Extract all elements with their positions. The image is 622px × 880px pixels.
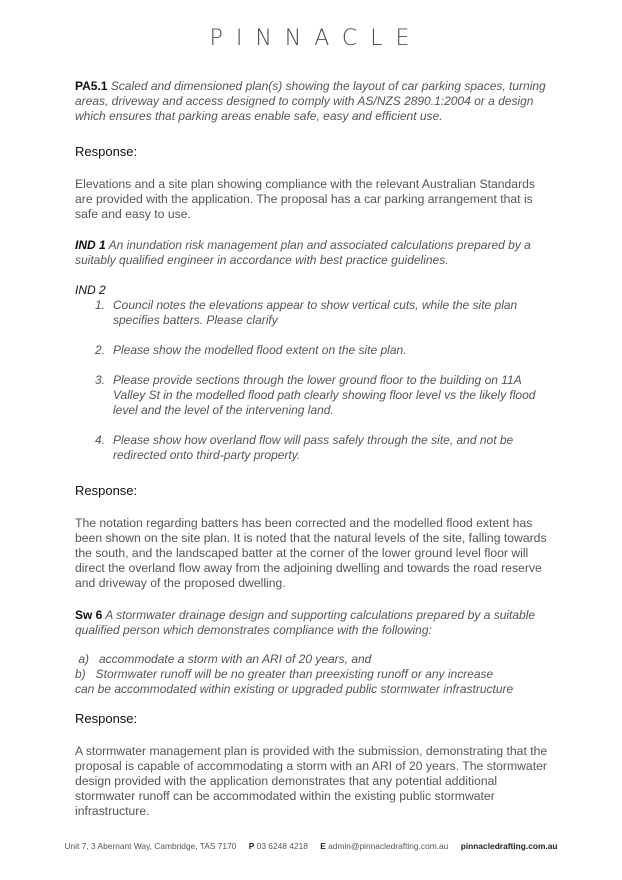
footer-phone: 03 6248 4218 bbox=[256, 841, 308, 851]
requirement-text: An inundation risk management plan and associated calculations prepared by a suitably qualified engineer in accordance with best practice guidelines. bbox=[75, 238, 531, 267]
list-text: Please provide sections through the lower ground floor to the building on 11A Valley St in the modelled flood path clearly showing floor level vs the likely flood level and the level of the intervening land. bbox=[113, 373, 536, 417]
requirement-ind1 bbox=[75, 238, 555, 268]
sw6-item-b-continued: can be accommodated within existing or upgraded public stormwater infrastructure bbox=[75, 682, 514, 696]
requirement-pa51 bbox=[75, 79, 555, 124]
list-item bbox=[75, 433, 555, 463]
response-heading: Response: bbox=[75, 483, 138, 498]
requirement-code: PA5.1 bbox=[75, 79, 108, 93]
requirement-sw6 bbox=[75, 608, 555, 638]
page-footer bbox=[0, 841, 622, 851]
email-label: E bbox=[320, 841, 326, 851]
list-number: 4. bbox=[95, 433, 106, 447]
document-body bbox=[75, 79, 555, 819]
footer-website: pinnacledrafting.com.au bbox=[460, 841, 558, 851]
sw6-item-a: a) accommodate a storm with an ARI of 20 years, and bbox=[75, 652, 372, 666]
response-text: A stormwater management plan is provided with the submission, demonstrating that the proposal is capable of accommodating a storm with an ARI of 20 years. The stormwater design provided with the application demonstrates that any potential additional stormwater runoff can be accommodated within the existing public stormwater infrastructure. bbox=[75, 744, 548, 818]
response-text: Elevations and a site plan showing compliance with the relevant Australian Standards are provided with the application. The proposal has a car parking arrangement that is safe and easy to use. bbox=[75, 177, 536, 221]
list-item bbox=[75, 373, 555, 418]
footer-email: admin@pinnacledrafting.com.au bbox=[328, 841, 449, 851]
sw6-item-b: b) Stormwater runoff will be no greater than preexisting runoff or any increase bbox=[75, 667, 494, 681]
company-logo: PINNACLE bbox=[209, 26, 423, 51]
list-text: Council notes the elevations appear to show vertical cuts, while the site plan specifies batters. Please clarify bbox=[113, 298, 518, 327]
list-text: Please show the modelled flood extent on the site plan. bbox=[113, 343, 407, 357]
requirement-ind2 bbox=[75, 283, 555, 298]
ind2-list bbox=[75, 298, 555, 463]
phone-label: P bbox=[248, 841, 255, 851]
list-text: Please show how overland flow will pass safely through the site, and not be redirected onto third-party property. bbox=[113, 433, 514, 462]
footer-address: Unit 7, 3 Abernant Way, Cambridge, TAS 7170 bbox=[64, 841, 237, 851]
list-item bbox=[75, 298, 555, 328]
requirement-code: Sw 6 bbox=[75, 608, 103, 622]
requirement-text: A stormwater drainage design and supporting calculations prepared by a suitable qualified person which demonstrates compliance with the following: bbox=[75, 608, 536, 637]
requirement-code: IND 2 bbox=[75, 283, 106, 297]
response-text: The notation regarding batters has been corrected and the modelled flood extent has been shown on the site plan. It is noted that the natural levels of the site, falling towards the south, and the landscaped batter at the corner of the lower ground level floor will direct the overland flow away from the adjoining dwelling and towards the road reserve and driveway of the proposed dwelling. bbox=[75, 516, 547, 590]
requirement-code: IND 1 bbox=[75, 238, 106, 252]
list-number: 1. bbox=[95, 298, 106, 312]
response-heading: Response: bbox=[75, 144, 138, 159]
response-heading: Response: bbox=[75, 711, 138, 726]
list-number: 3. bbox=[95, 373, 106, 387]
list-number: 2. bbox=[95, 343, 106, 357]
list-item bbox=[75, 343, 555, 358]
requirement-text: Scaled and dimensioned plan(s) showing the layout of car parking spaces, turning areas, driveway and access designed to comply with AS/NZS 2890.1:2004 or a design which ensures that parking areas enable safe, easy and efficient use. bbox=[75, 79, 546, 123]
